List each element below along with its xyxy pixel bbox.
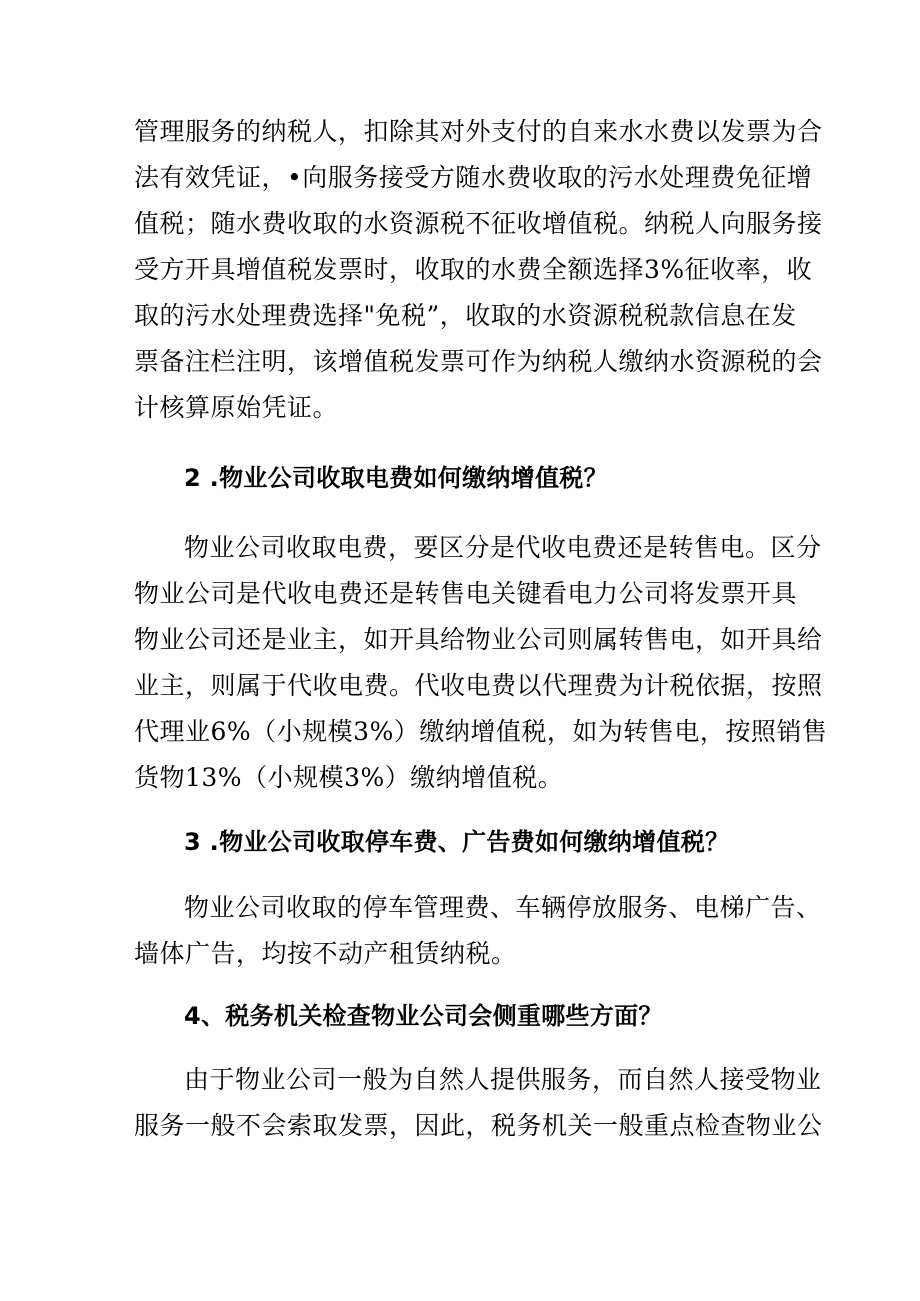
paragraph-1-line-3: 值税；随水费收取的水资源税不征收增值税。纳税人向服务接 <box>134 209 823 238</box>
section-heading-2: 2 .物业公司收取电费如何缴纳增值税？ <box>184 464 608 492</box>
paragraph-1-line-6: 票备注栏注明，该增值税发票可作为纳税人缴纳水资源税的会 <box>134 347 823 376</box>
paragraph-3-line-2: 墙体广告，均按不动产租赁纳税。 <box>134 939 517 968</box>
paragraph-1-line-2: 法有效凭证，•向服务接受方随水费收取的污水处理费免征增 <box>134 163 813 192</box>
paragraph-2-line-2: 物业公司是代收电费还是转售电关键看电力公司将发票开具 <box>134 579 798 608</box>
paragraph-4-line-1: 由于物业公司一般为自然人提供服务，而自然人接受物业 <box>184 1065 822 1094</box>
paragraph-3-line-1: 物业公司收取的停车管理费、车辆停放服务、电梯广告、 <box>184 893 822 922</box>
paragraph-1-line-7: 计核算原始凭证。 <box>134 393 339 422</box>
paragraph-1-line-4: 受方开具增值税发票时，收取的水费全额选择3%征收率，收 <box>134 255 813 284</box>
paragraph-4-line-2: 服务一般不会索取发票，因此，税务机关一般重点检查物业公 <box>134 1111 823 1140</box>
paragraph-2-line-6: 货物13%（小规模3%）缴纳增值税。 <box>134 763 564 792</box>
section-heading-3: 3 .物业公司收取停车费、广告费如何缴纳增值税？ <box>184 828 730 856</box>
paragraph-2-line-4: 业主，则属于代收电费。代收电费以代理费为计税依据，按照 <box>134 671 823 700</box>
paragraph-1-line-1: 管理服务的纳税人，扣除其对外支付的自来水水费以发票为合 <box>134 117 823 146</box>
paragraph-1-line-5: 取的污水处理费选择"免税”，收取的水资源税税款信息在发 <box>134 301 797 330</box>
paragraph-2-line-1: 物业公司收取电费，要区分是代收电费还是转售电。区分 <box>184 533 822 562</box>
paragraph-2-line-5: 代理业6%（小规模3%）缴纳增值税，如为转售电，按照销售 <box>134 717 828 746</box>
section-heading-4: 4、税务机关检查物业公司会侧重哪些方面？ <box>184 1002 663 1030</box>
paragraph-2-line-3: 物业公司还是业主，如开具给物业公司则属转售电，如开具给 <box>134 625 823 654</box>
